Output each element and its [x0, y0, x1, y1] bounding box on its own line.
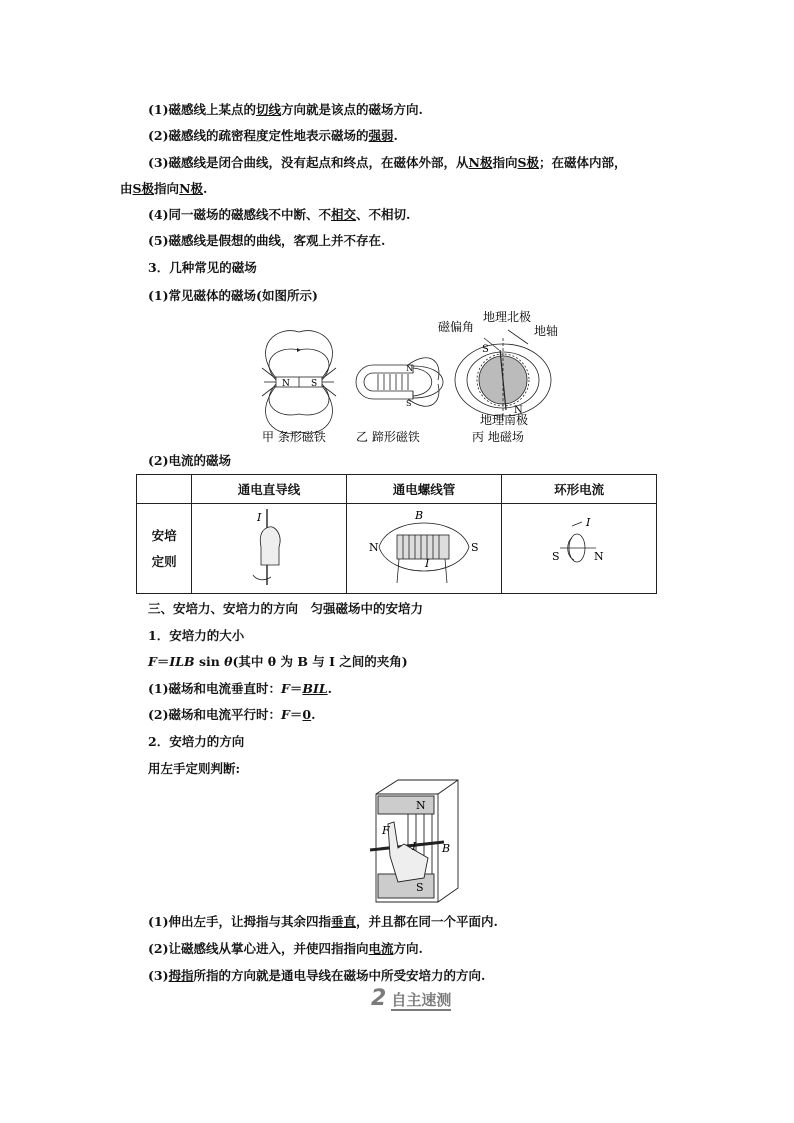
rule-3: (3)拇指所指的方向就是通电导线在磁场中所受安培力的方向. [148, 968, 486, 983]
svg-text:N: N [369, 541, 379, 554]
p5: (5)磁感线是假想的曲线，客观上并不存在. [148, 233, 386, 248]
svg-text:I: I [425, 557, 430, 570]
topic-1: 1．安培力的大小 [148, 628, 245, 643]
svg-text:N: N [594, 550, 604, 563]
p1: (1)磁感线上某点的切线方向就是该点的磁场方向. [148, 102, 423, 117]
svg-text:S: S [416, 881, 424, 894]
svg-text:I: I [257, 511, 262, 524]
table-corner [137, 475, 192, 504]
earth-s-label: S [482, 344, 489, 355]
header-solenoid: 通电螺线管 [346, 475, 502, 504]
svg-text:I: I [412, 840, 417, 853]
ring-current-figure [544, 512, 614, 582]
rule-2: (2)让磁感线从掌心进入，并使四指指向电流方向. [148, 941, 423, 956]
declination-label: 磁偏角 [438, 320, 475, 334]
bar-caption: 甲 条形磁铁 [262, 430, 326, 444]
topic-2: 2．安培力的方向 [148, 734, 245, 749]
earth-field [455, 330, 551, 422]
perpendicular-case: (1)磁场和电流垂直时：F＝BIL. [148, 681, 332, 696]
svg-text:S: S [471, 541, 479, 554]
formula: F＝ILB sin θ(其中 θ 为 B 与 I 之间的夹角) [148, 654, 408, 669]
horse-n-label: N [406, 364, 413, 373]
p3: (3)磁感线是闭合曲线，没有起点和终点，在磁体外部，从N极指向S极；在磁体内部， [148, 155, 627, 170]
left-hand-rule-intro: 用左手定则判断: [148, 761, 241, 776]
p4: (4)同一磁场的磁感线不中断、不相交、不相切. [148, 207, 411, 222]
badge-text: 自主速测 [391, 991, 452, 1009]
section-3-heading-ampere: 三、安培力、安培力的方向 匀强磁场中的安培力 [148, 601, 424, 616]
svg-text:N: N [416, 799, 426, 812]
left-hand-rule-figure [368, 778, 464, 904]
section-3-2: (2)电流的磁场 [148, 453, 232, 468]
magnets-figure [258, 310, 563, 448]
ampere-rule-table [136, 474, 657, 594]
bar-magnet [262, 331, 336, 434]
horse-s-label: S [406, 399, 412, 408]
self-test-badge [371, 986, 451, 1011]
earth-n-label: N [514, 405, 523, 416]
svg-text:S: S [552, 550, 560, 563]
bar-n-label: N [282, 379, 290, 389]
straight-wire-figure [239, 507, 299, 587]
svg-text:I: I [586, 516, 591, 529]
horseshoe-magnet [356, 358, 443, 406]
parallel-case: (2)磁场和电流平行时：F＝0. [148, 707, 316, 722]
section-3-heading: 3．几种常见的磁场 [148, 260, 257, 275]
header-ring-current: 环形电流 [502, 475, 657, 504]
earth-caption: 丙 地磁场 [472, 430, 524, 444]
svg-text:B: B [415, 509, 424, 522]
badge-number: 2 [371, 986, 387, 1011]
geo-south-label: 地理南极 [480, 413, 529, 427]
geo-north-label: 地理北极 [483, 310, 532, 324]
bar-s-label: S [311, 379, 318, 389]
earth-axis-label: 地轴 [534, 324, 559, 338]
rule-1: (1)伸出左手，让拇指与其余四指垂直，并且都在同一个平面内. [148, 914, 498, 929]
svg-text:F: F [382, 824, 390, 837]
p2: (2)磁感线的疏密程度定性地表示磁场的强弱. [148, 128, 398, 143]
solenoid-figure [359, 505, 489, 589]
section-3-1: (1)常见磁体的磁场(如图所示) [148, 288, 318, 303]
horse-caption: 乙 蹄形磁铁 [356, 430, 420, 444]
header-straight-wire: 通电直导线 [192, 475, 346, 504]
cell-ring-current [502, 504, 657, 594]
p3-cont: 由S极指向N极. [120, 181, 208, 196]
row-label: 安培 定则 [137, 504, 192, 594]
cell-straight-wire [192, 504, 346, 594]
svg-text:B: B [442, 842, 451, 855]
cell-solenoid [346, 504, 502, 594]
